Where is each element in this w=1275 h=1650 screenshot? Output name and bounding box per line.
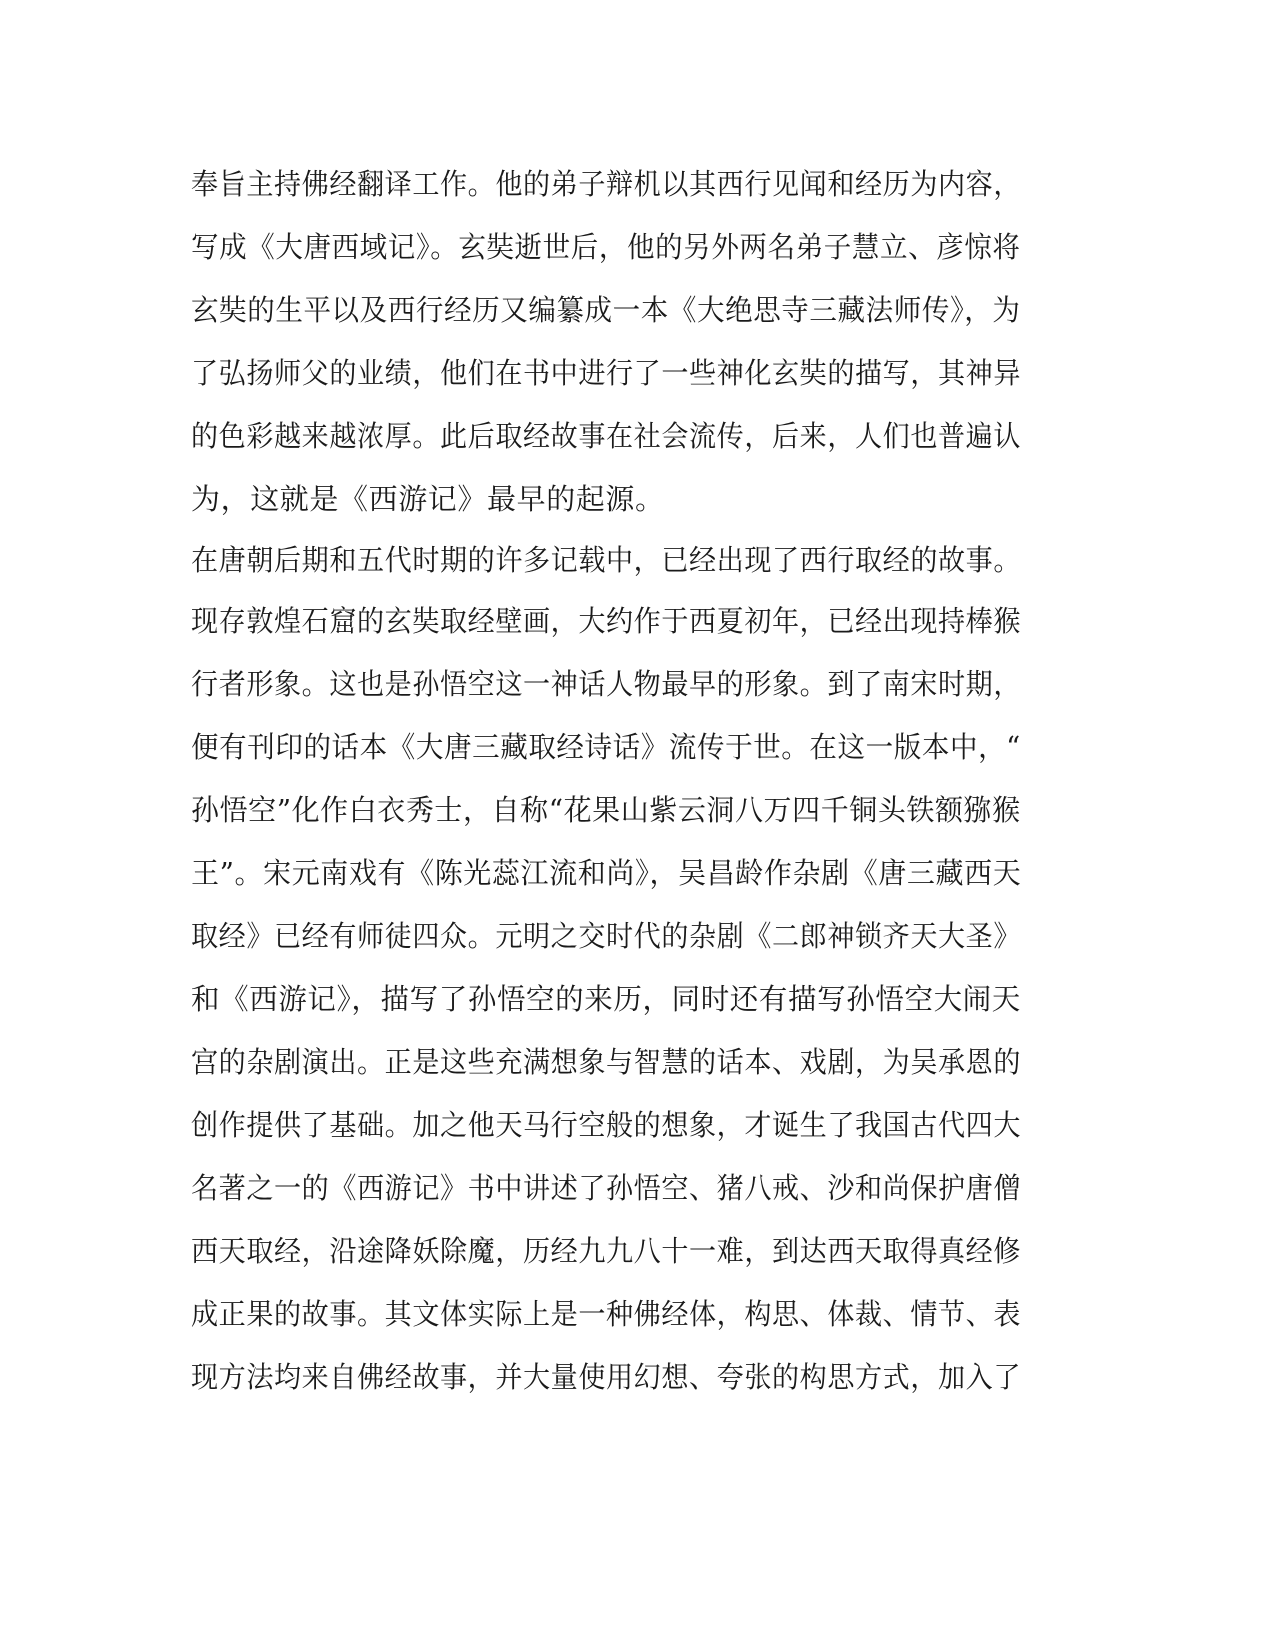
text-line: 孙悟空”化作白衣秀士，自称“花果山紫云洞八万四千铜头铁额猕猴 xyxy=(191,793,1021,827)
text-line: 西天取经，沿途降妖除魔，历经九九八十一难，到达西天取得真经修 xyxy=(191,1234,1022,1268)
text-line: 便有刊印的话本《大唐三藏取经诗话》流传于世。在这一版本中，“ xyxy=(191,730,1021,764)
paragraph-start-line: 在唐朝后期和五代时期的许多记载中，已经出现了西行取经的故事。 xyxy=(191,543,1022,577)
text-line: 写成《大唐西域记》。玄奘逝世后，他的另外两名弟子慧立、彦惊将 xyxy=(191,230,1021,264)
text-line: 行者形象。这也是孙悟空这一神话人物最早的形象。到了南宋时期， xyxy=(191,667,1022,701)
text-line: 宫的杂剧演出。正是这些充满想象与智慧的话本、戏剧，为吴承恩的 xyxy=(191,1045,1022,1079)
text-line: 奉旨主持佛经翻译工作。他的弟子辩机以其西行见闻和经历为内容， xyxy=(191,167,1022,201)
text-line: 取经》已经有师徒四众。元明之交时代的杂剧《二郎神锁齐天大圣》 xyxy=(191,919,1022,953)
text-line: 了弘扬师父的业绩，他们在书中进行了一些神化玄奘的描写，其神异 xyxy=(191,356,1022,390)
text-line: 玄奘的生平以及西行经历又编纂成一本《大绝思寺三藏法师传》，为 xyxy=(191,293,1021,327)
text-line: 现方法均来自佛经故事，并大量使用幻想、夸张的构思方式，加入了 xyxy=(191,1360,1022,1394)
text-line: 创作提供了基础。加之他天马行空般的想象，才诞生了我国古代四大 xyxy=(191,1108,1022,1142)
text-line: 名著之一的《西游记》书中讲述了孙悟空、猪八戒、沙和尚保护唐僧 xyxy=(191,1171,1022,1205)
text-line: 为，这就是《西游记》最早的起源。 xyxy=(191,482,665,516)
text-line: 成正果的故事。其文体实际上是一种佛经体，构思、体裁、情节、表 xyxy=(191,1297,1022,1331)
text-line: 的色彩越来越浓厚。此后取经故事在社会流传，后来，人们也普遍认 xyxy=(191,419,1022,453)
text-line: 王”。宋元南戏有《陈光蕊江流和尚》，吴昌龄作杂剧《唐三藏西天 xyxy=(191,856,1022,890)
text-line: 和《西游记》，描写了孙悟空的来历，同时还有描写孙悟空大闹天 xyxy=(191,982,1021,1016)
text-line: 现存敦煌石窟的玄奘取经壁画，大约作于西夏初年，已经出现持棒猴 xyxy=(191,604,1022,638)
